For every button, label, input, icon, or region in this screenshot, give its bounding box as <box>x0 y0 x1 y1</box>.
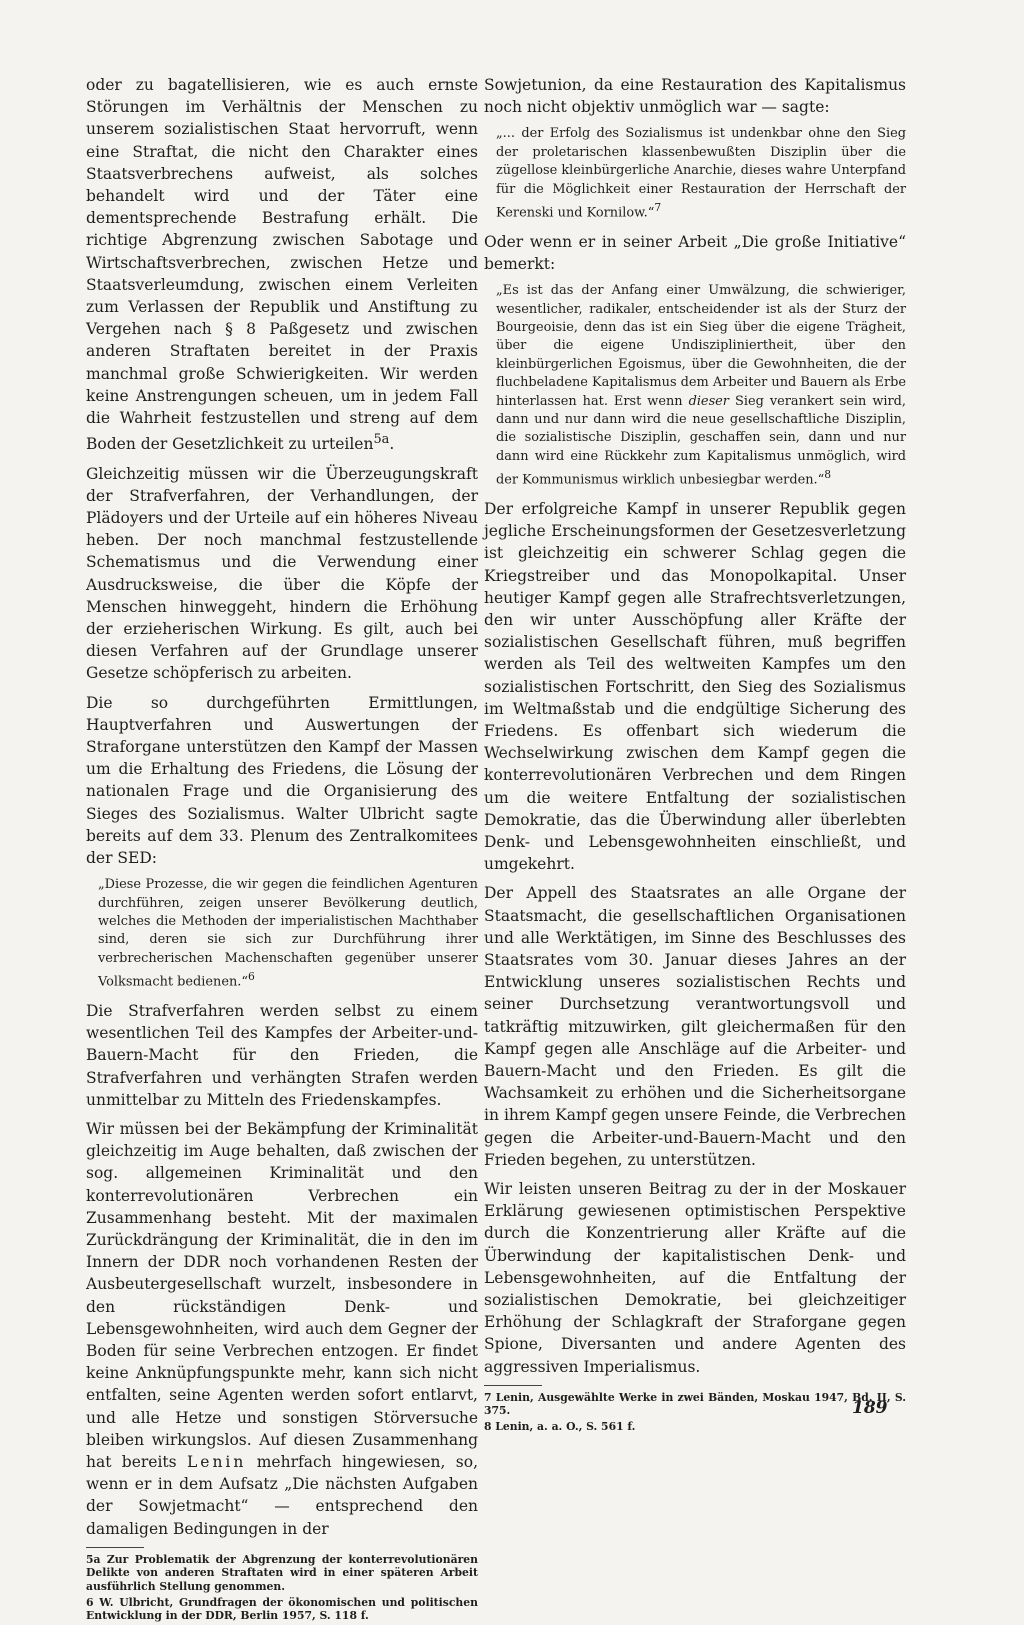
footnote: 6 W. Ulbricht, Grundfragen der ökonomischen und politischen Entwicklung in der DDR, Berlin 1957, S. 118 f. <box>86 1595 478 1623</box>
paragraph: Die so durchgeführten Ermittlungen, Hauptverfahren und Auswertungen der Straforgane unterstützen den Kampf der Massen um die Erhaltung des Friedens, die Lösung der nationalen Frage und die Organisierung des Sieges des Sozialismus. Walter Ulbricht sagte bereits auf dem 33. Plenum des Zentralkomitees der SED: <box>86 693 478 868</box>
footnote-ref: 5a <box>373 432 390 448</box>
left-column <box>86 74 478 1625</box>
footnote-divider <box>86 1547 144 1548</box>
spaced-name: Lenin <box>186 1453 247 1472</box>
footnote: 8 Lenin, a. a. O., S. 561 f. <box>484 1420 636 1434</box>
paragraph: Gleichzeitig müssen wir die Überzeugungskraft der Strafverfahren, der Verhandlungen, der Plädoyers und der Urteile auf ein höheres Niveau heben. Der noch manchmal festzustellende Schematismus und die Verwendung einer Ausdrucksweise, die über die Köpfe der Menschen hinweggeht, hindern die Erhöhung der erzieherischen Wirkung. Es gilt, auch bei diesen Verfahren auf der Grundlage unserer Gesetze schöpferisch zu arbeiten. <box>86 464 478 683</box>
footnote-divider <box>484 1385 542 1386</box>
block-quote: „Es ist das der Anfang einer Umwälzung, die schwieriger, wesentlicher, radikaler, entscheidender ist als der Sturz der Bourgeoisie, denn das ist ein Sieg über die eigene Trägheit, über die eigene Undiszipliniertheit, über den kleinbürgerlichen Egoismus, über die Gewohnheiten, die der fluchbeladene Kapitalismus dem Arbeiter und Bauern als Erbe hinterlassen hat. Erst wenn dieser Sieg verankert sein wird, dann und nur dann wird die neue gesellschaftliche Disziplin, die sozialistische Disziplin, geschaffen sein, dann und nur dann wird eine Rückkehr zum Kapitalismus unmöglich, wird der Kommunismus wirklich unbesiegbar werden.“$^8$ <box>496 283 906 488</box>
footnote-ref: 8 <box>824 468 832 482</box>
footnote: 7 Lenin, Ausgewählte Werke in zwei Bänden, Moskau 1947, Bd. II, S. 375. <box>484 1390 906 1418</box>
footnote-ref: 6 <box>247 970 255 984</box>
footnote: 5a Zur Problematik der Abgrenzung der konterrevolutionären Delikte von anderen Straftaten wird in einer späteren Arbeit ausführlich Stellung genommen. <box>86 1552 478 1594</box>
paragraph: oder zu bagatellisieren, wie es auch ernste Störungen im Verhältnis der Menschen zu unserem sozialistischen Staat hervorruft, wenn eine Straftat, die nicht den Charakter eines Staatsverbrechens aufweist, als solches behandelt wird und der Täter eine dementsprechende Bestrafung erhält. Die richtige Abgrenzung zwischen Sabotage und Wirtschaftsverbrechen, zwischen Hetze und Staatsverleumdung, zwischen einem Verleiten zum Verlassen der Republik und Anstiftung zu Vergehen nach § 8 Paßgesetz und zwischen anderen Straftaten bereitet in der Praxis manchmal große Schwierigkeiten. Wir werden keine Anstrengungen scheuen, um in jedem Fall die Wahrheit festzustellen und streng auf dem Boden der Gesetzlichkeit zu urteilen$^{5a}$. <box>86 76 478 454</box>
paragraph: Der erfolgreiche Kampf in unserer Republik gegen jegliche Erscheinungsformen der Gesetzesverletzung ist gleichzeitig ein schwerer Schlag gegen die Kriegstreiber und das Monopolkapital. Unser heutiger Kampf gegen alle Strafrechtsverletzungen, den wir unter Ausschöpfung aller Kräfte der sozialistischen Gesellschaft führen, muß begriffen werden als Teil des weltweiten Kampfes um den sozialistischen Fortschritt, den Sieg des Sozialismus im Weltmaßstab und die endgültige Sicherung des Friedens. Es offenbart sich wiederum die Wechselwirkung zwischen dem Kampf gegen die konterrevolutionären Verbrechen und dem Ringen um die weitere Entfaltung der sozialistischen Demokratie, das die Überwindung aller überlebten Denk- und Lebensgewohnheiten einschließt, und umgekehrt. <box>484 499 906 874</box>
paragraph: Wir leisten unseren Beitrag zu der in der Moskauer Erklärung gewiesenen optimistischen Perspektive durch die Konzentrierung aller Kräfte auf die Überwindung der kapitalistischen Denk- und Lebensgewohnheiten, auf die Entfaltung der sozialistischen Demokratie, bei gleichzeitiger Erhöhung der Schlagkraft der Straforgane gegen Spione, Diversanten und andere Agenten des aggressiven Imperialismus. <box>484 1180 906 1376</box>
paragraph: Die Strafverfahren werden selbst zu einem wesentlichen Teil des Kampfes der Arbeiter-und-Bauern-Macht für den Frieden, die Strafverfahren und verhängten Strafen werden unmittelbar zu Mitteln des Friedenskampfes. <box>86 1002 478 1109</box>
paragraph: Wir müssen bei der Bekämpfung der Kriminalität gleichzeitig im Auge behalten, daß zwischen der sog. allgemeinen Kriminalität und den konterrevolutionären Verbrechen ein Zusammenhang besteht. Mit der maximalen Zurückdrängung der Kriminalität, die in den im Innern der DDR noch vorhandenen Resten der Ausbeutergesellschaft wurzelt, insbesondere in den rückständigen Denk- und Lebensgewohnheiten, wird auch dem Gegner der Boden für seine Verbrechen entzogen. Er findet keine Anknüpfungspunkte mehr, kann sich nicht entfalten, seine Agenten werden sofort entlarvt, und alle Hetze und sonstigen Störversuche bleiben wirkungslos. Auf diesen Zusammenhang hat bereits Lenin mehrfach hingewiesen, so, wenn er in dem Aufsatz „Die nächsten Aufgaben der Sowjetmacht“ — entsprechend den damaligen Bedingungen in der <box>86 1120 478 1538</box>
block-quote: „... der Erfolg des Sozialismus ist undenkbar ohne den Sieg der proletarischen klassenbewußten Disziplin über die zügellose kleinbürgerliche Anarchie, dieses wahre Unterpfand für die Möglichkeit einer Restauration der Herrschaft der Kerenski und Kornilow.“$^7$ <box>496 126 906 221</box>
right-column <box>484 74 906 1436</box>
paragraph: Sowjetunion, da eine Restauration des Kapitalismus noch nicht objektiv unmöglich war — sagte: <box>484 76 906 117</box>
footnote-ref: 7 <box>654 201 662 215</box>
emphasis: dieser <box>688 393 729 409</box>
paragraph: Der Appell des Staatsrates an alle Organe der Staatsmacht, die gesellschaftlichen Organisationen und alle Werktätigen, im Sinne des Beschlusses des Staatsrates vom 30. Januar dieses Jahres an der Entwicklung unseres sozialistischen Rechts und seiner Durchsetzung verantwortungsvoll und tatkräftig mitzuwirken, gilt gleichermaßen für den Kampf gegen alle Anschläge auf die Arbeiter- und Bauern-Macht und den Frieden. Es gilt die Wachsamkeit zu erhöhen und die Sicherheitsorgane in ihrem Kampf gegen unsere Feinde, die Verbrechen gegen die Arbeiter-und-Bauern-Macht und den Frieden begehen, zu unterstützen. <box>484 884 906 1169</box>
block-quote: „Diese Prozesse, die wir gegen die feindlichen Agenturen durchführen, zeigen unserer Bevölkerung deutlich, welches die Methoden der imperialistischen Machthaber sind, deren sie sich zur Durchführung ihrer verbrecherischen Machenschaften gegenüber unserer Volksmacht bedienen.“$^6$ <box>98 877 478 990</box>
page-number: 189 <box>852 1398 888 1418</box>
paragraph: Oder wenn er in seiner Arbeit „Die große Initiative“ bemerkt: <box>484 232 906 273</box>
